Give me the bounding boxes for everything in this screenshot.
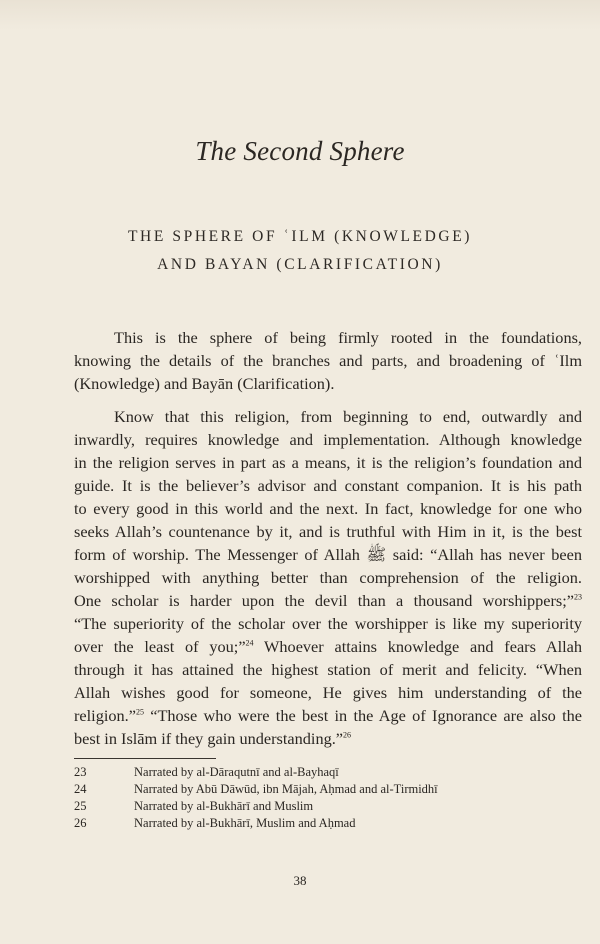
line-text: Whoever attains knowledge and fears Allah — [253, 637, 582, 656]
paragraph-2 — [74, 405, 582, 750]
footnote — [74, 798, 582, 815]
line-text: One scholar is harder upon the devil than a thousand worshippers;” — [74, 591, 574, 610]
line-text: religion.” — [74, 706, 136, 725]
text-line: form of worship. The Messenger of Allah ﷺ said: “Allah has never been — [74, 545, 583, 564]
text-line: (Knowledge) and Bayān (Clarification). — [74, 374, 335, 393]
paragraph-1 — [74, 326, 582, 395]
section-subtitle-line1: THE SPHERE OF ʿILM (KNOWLEDGE) — [127, 228, 473, 245]
footnote-number: 25 — [74, 799, 87, 813]
line-text: best in Islām if they gain understanding.” — [74, 729, 344, 748]
footnote-ref-23[interactable]: 23 — [574, 592, 582, 602]
footnote-text: Narrated by al-Dāraqutnī and al-Bayhaqī — [134, 765, 339, 779]
text-line: knowing the details of the branches and parts, and broadening of ʿIlm — [74, 351, 582, 370]
footnote-divider — [74, 758, 216, 759]
text-line — [74, 727, 582, 750]
text-line — [74, 635, 582, 658]
text-line: “The superiority of the scholar over the worshipper is like my superiority — [74, 614, 582, 633]
text-line — [74, 704, 582, 727]
text-line: inwardly, requires knowledge and implementation. Although knowledge — [74, 430, 582, 449]
text-line: seeks Allah’s countenance by it, and is truthful with Him in it, is the best — [74, 522, 582, 541]
footnote — [74, 781, 582, 798]
chapter-title: The Second Sphere — [195, 136, 405, 166]
line-text: over the least of you;” — [74, 637, 246, 656]
footnote — [74, 815, 582, 832]
text-line — [74, 589, 582, 612]
footnote-number: 24 — [74, 782, 87, 796]
footnote — [74, 764, 582, 781]
section-subtitle-line2: AND BAYAN (CLARIFICATION) — [157, 256, 443, 273]
footnote-text: Narrated by al-Bukhārī and Muslim — [134, 799, 314, 813]
text-line: Know that this religion, from beginning to end, outwardly and — [114, 407, 582, 426]
text-line: Allah wishes good for someone, He gives him understanding of the — [74, 683, 582, 702]
footnote-number: 26 — [74, 816, 87, 830]
page-number: 38 — [293, 873, 307, 888]
footnote-ref-24[interactable]: 24 — [245, 638, 254, 648]
line-text: “Those who were the best in the Age of Ignorance are also the — [143, 706, 582, 725]
text-line: through it has attained the highest station of merit and felicity. “When — [74, 660, 582, 679]
footnote-ref-25[interactable]: 25 — [135, 707, 144, 717]
text-line: in the religion serves in part as a means, it is the religion’s foundation and — [74, 453, 582, 472]
footnotes — [74, 764, 582, 832]
text-line: worshipped with anything better than comprehension of the religion. — [74, 568, 582, 587]
footnote-ref-26[interactable]: 26 — [343, 730, 352, 740]
footnote-text: Narrated by Abū Dāwūd, ibn Mājah, Aḥmad and al-Tirmidhī — [134, 782, 438, 796]
footnote-text: Narrated by al-Bukhārī, Muslim and Aḥmad — [134, 816, 356, 830]
text-line: This is the sphere of being firmly rooted in the foundations, — [114, 328, 582, 347]
footnote-number: 23 — [74, 765, 87, 779]
text-line: to every good in this world and the next. In fact, knowledge for one who — [74, 499, 582, 518]
text-line: guide. It is the believer’s advisor and constant companion. It is his path — [74, 476, 582, 495]
